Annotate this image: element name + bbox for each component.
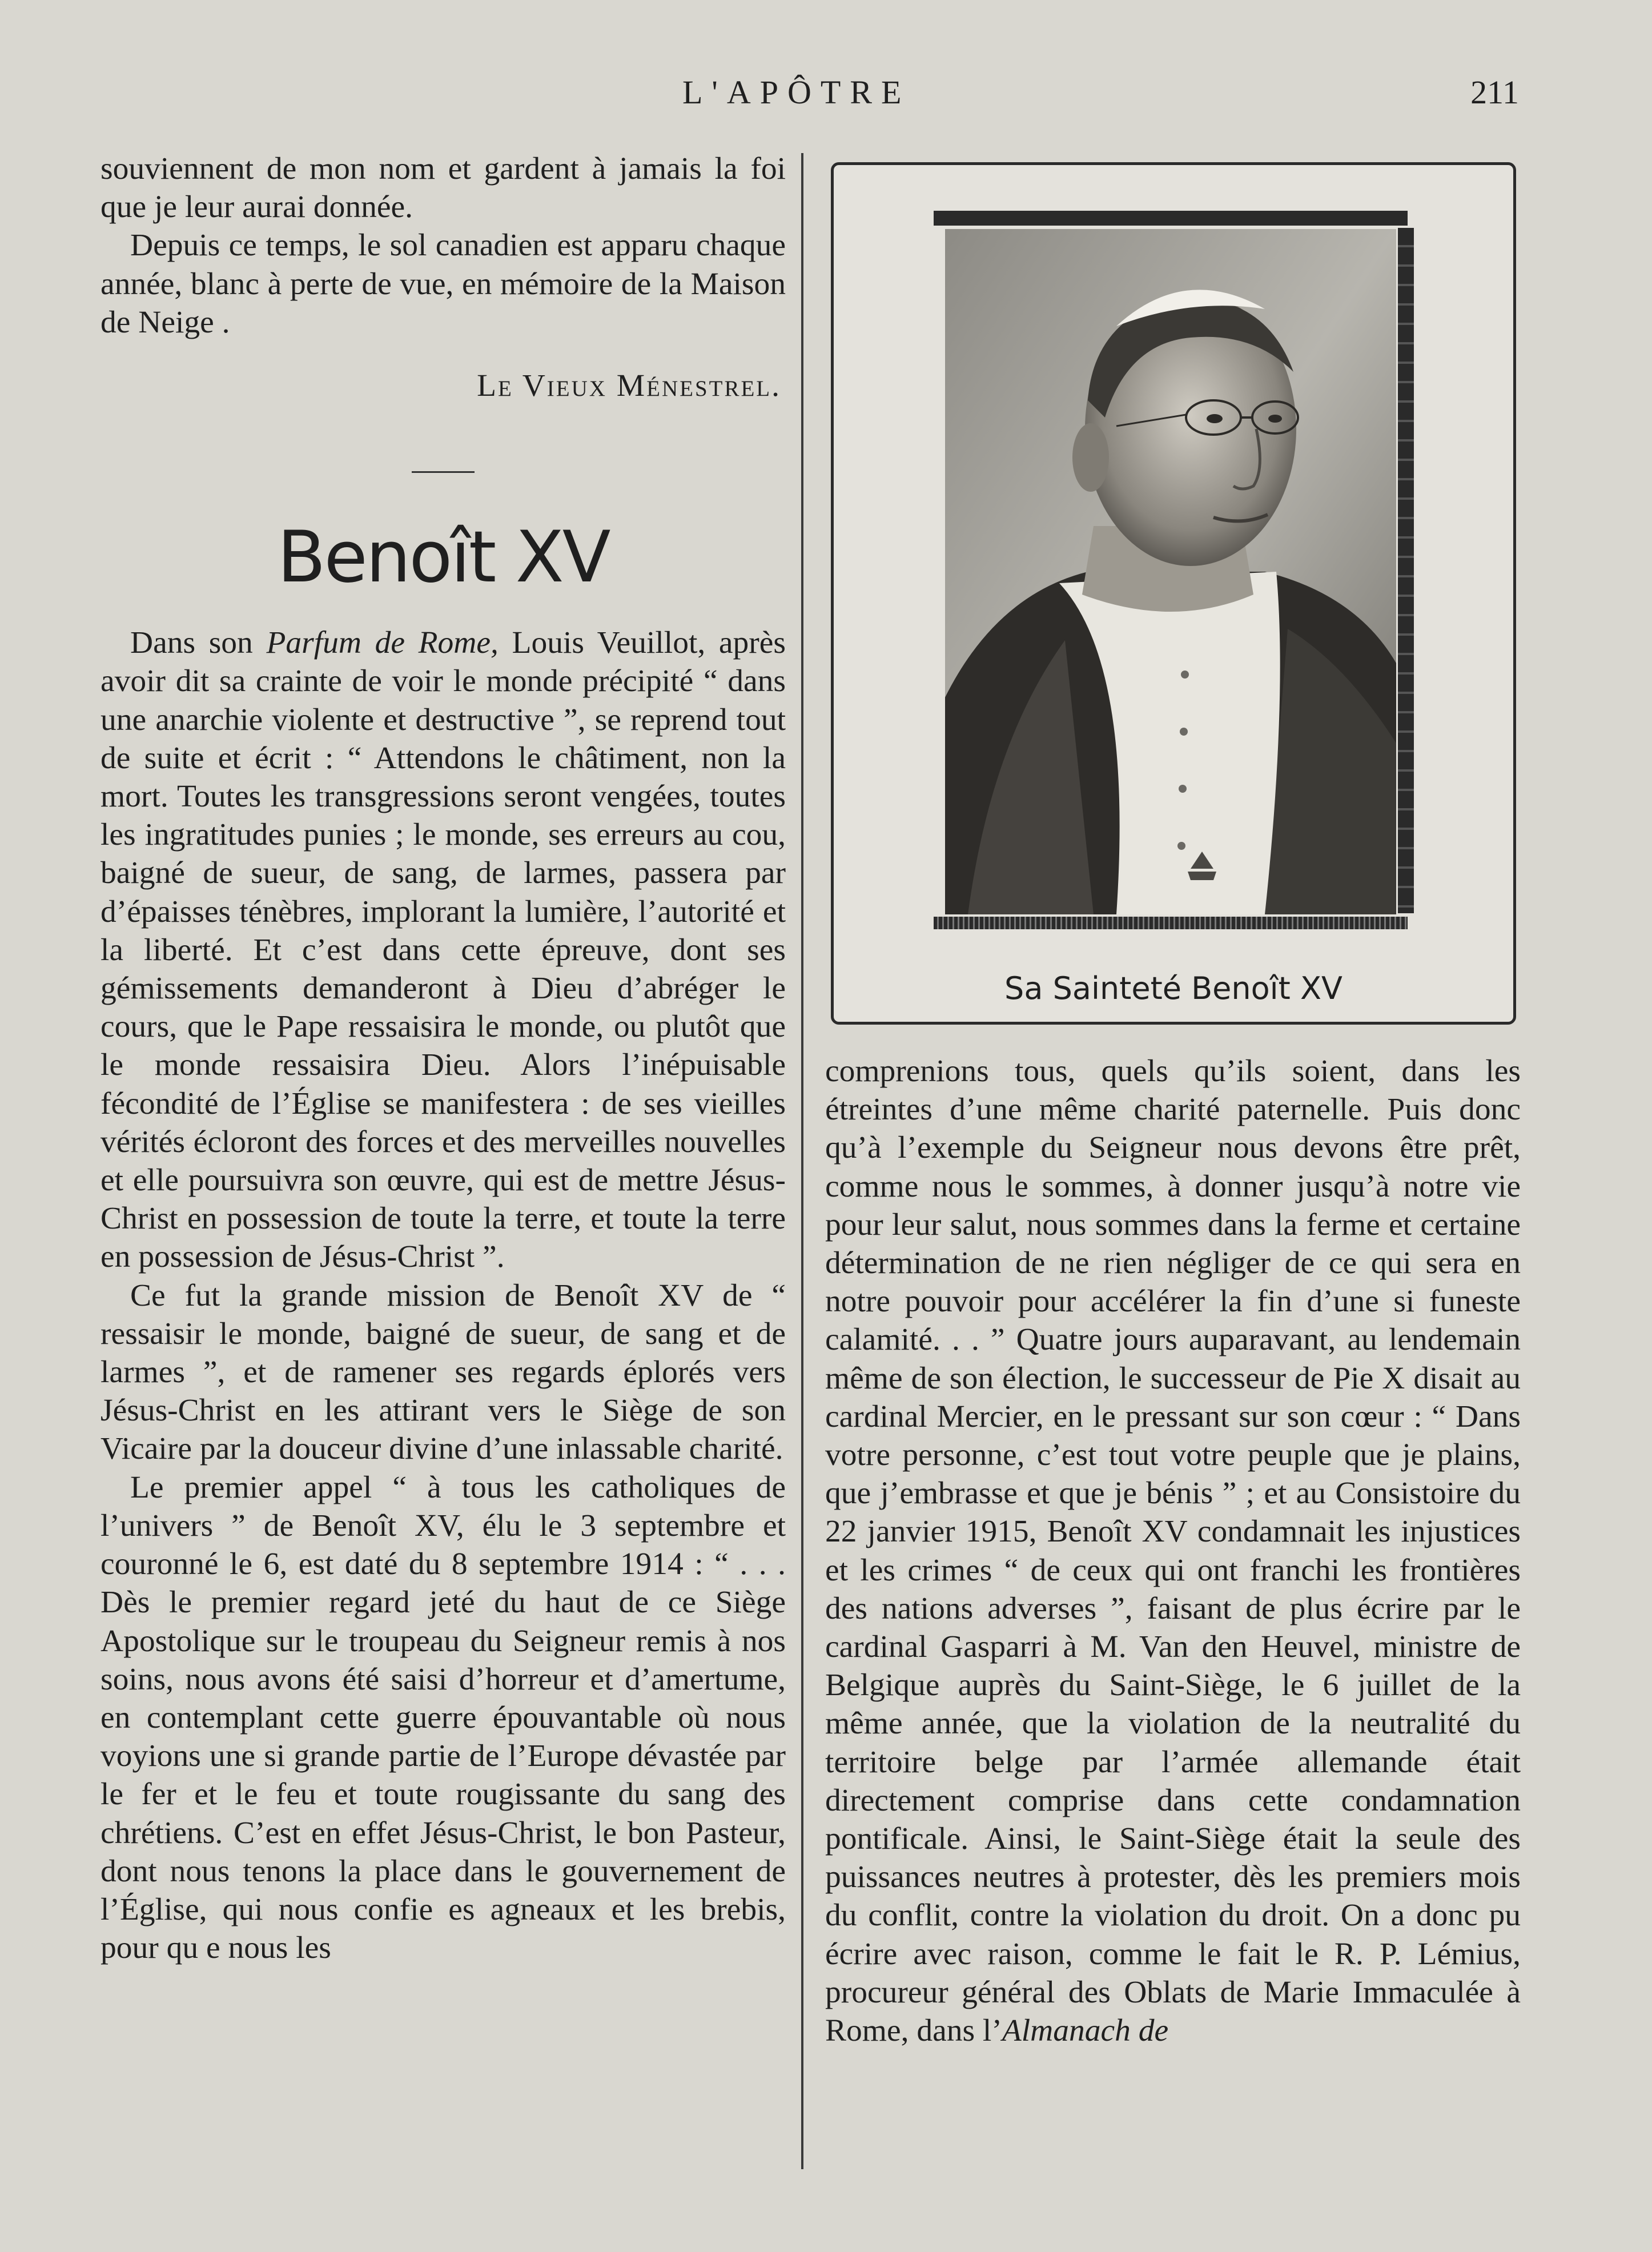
author-signature: Le Vieux Ménestrel. [477,368,781,404]
running-head: L'APÔTRE [682,74,911,111]
paragraph [101,624,786,1276]
portrait-figure [831,162,1516,1025]
left-column [101,150,786,1967]
figure-caption: Sa Sainteté Benoît XV [1004,970,1342,1006]
paragraph: Depuis ce temps, le sol canadien est apparu chaque année, blanc à perte de vue, en mémoire de la Maison de Neige . [101,228,786,340]
portrait-photo [945,229,1396,914]
text-span: Louis Veuillot, après avoir dit sa crainte de voir le monde précipité “ dans une anarchie violente et destructive ”, se reprend tout de suite et écrit : “ Attendons le châtiment, non la mort. Toutes les transgressions seront vengées, toutes les ingratitudes punies ; le monde, ses erreurs au cou, baigné de sueur, de sang, de larmes, passera par d’épaisses ténèbres, implorant la lumière, l’autorité et la liberté. Et c’est dans cette épreuve, dont ses gémissements demanderont à Dieu d’abréger le cours, que le Pape ressaisira le monde, ou plutôt que le monde ressaisira Dieu. Alors l’inépuisable fécondité de l’Église se manifestera : de ses vieilles vérités écloront des forces et des merveilles nouvelles et elle poursuivra son œuvre, qui est de mettre Jésus-Christ en possession de toute la terre, et toute la terre en possession de Jésus-Christ ”. [101,625,786,1275]
paragraph-continued: souviennent de mon nom et gardent à jamais la foi que je leur aurai donnée. [101,151,786,225]
column-rule [801,153,803,2169]
section-divider [412,471,475,473]
text-span: comprenions tous, quels qu’ils soient, dans les étreintes d’une même charité paternelle. Puis donc qu’à l’exemple du Seigneur nous devons être prêt, comme nous le sommes, à donner jusqu’à notre vie pour leur salut, nous sommes dans la ferme et certaine détermination de ne rien négliger de ce qui sera en notre pouvoir pour accélérer la fin d’une si funeste calamité. . . ” Quatre jours auparavant, au lendemain même de son élection, le successeur de Pie X disait au cardinal Mercier, en le pressant sur son cœur : “ Dans votre personne, c’est tout votre peuple que je plains, que j’embrasse et que je bénis ” ; et au Consistoire du 22 janvier 1915, Benoît XV condamnait les injustices et les crimes “ de ceux qui ont franchi les frontières des nations adverses ”, faisant de plus écrire par le cardinal Gasparri à M. Van den Heuvel, ministre de Belgique auprès du Saint-Siège, le 6 juillet de la même année, que la violation de la neutralité du territoire belge par l’armée allemande était directement comprise dans cette condamnation pontificale. Ainsi, le Saint-Siège était la seule des puissances neutres à protester, dès les premiers mois du conflit, contre la violation du droit. On a donc pu écrire avec raison, comme le fait le R. P. Lémius, procureur général des Oblats de Marie Immaculée à Rome, dans l’ [825,1054,1521,2049]
portrait-illustration [945,229,1396,914]
frame-bar-right [1398,228,1414,913]
page-header [0,73,1652,119]
right-column [825,1052,1521,2050]
paragraph: Ce fut la grande mission de Benoît XV de “ ressaisir le monde, baigné de sueur, de sang et de larmes ”, et de ramener ses regards éplorés vers Jésus-Christ en les attirant vers le Siège de son Vicaire par la douceur divine d’une inlassable charité. [101,1278,786,1467]
book-title-italic: Parfum de Rome, [266,625,499,661]
text-span: Dans son [130,625,267,661]
publication-title-italic: Almanach de [1002,2013,1169,2049]
page-number: 211 [1470,74,1519,111]
frame-bar-top [934,211,1408,226]
paragraph: Le premier appel “ à tous les catholiques de l’univers ” de Benoît XV, élu le 3 septembre et couronné le 6, est daté du 8 septembre 1914 : “ . . . Dès le premier regard jeté du haut de ce Siège Apostolique sur le troupeau du Seigneur remis à nos soins, nous avons été saisi d’horreur et d’amertume, en contemplant cette guerre épouvantable où nous voyions une si grande partie de l’Europe dévastée par le fer et le feu et toute rougissante du sang des chrétiens. C’est en effet Jésus-Christ, le bon Pasteur, dont nous tenons la place dans le gouvernement de l’Église, qui nous confie es agneaux et les brebis, pour qu e nous les [101,1470,786,1966]
article-title: Benoît XV [277,516,609,599]
paragraph-continued [825,1052,1521,2050]
frame-bar-bottom [934,917,1408,929]
